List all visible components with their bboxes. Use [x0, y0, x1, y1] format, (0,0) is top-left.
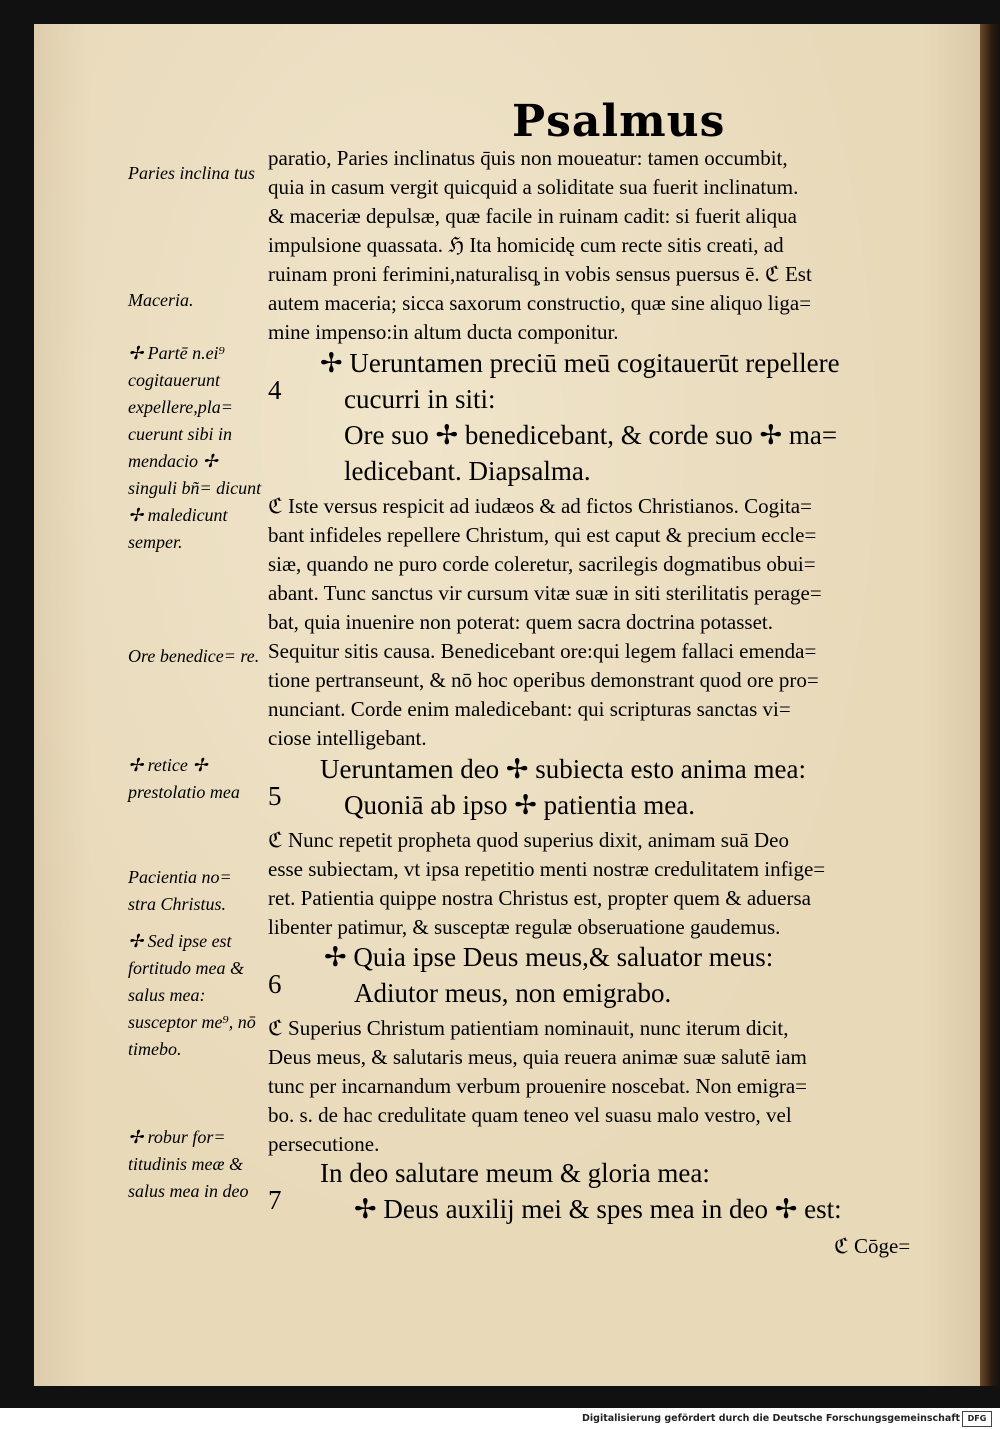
dfg-logo: DFG: [962, 1411, 992, 1427]
psalm-verse-line: ledicebant. Diapsalma.: [344, 456, 591, 486]
text-line: siæ, quando ne puro corde coleretur, sacrilegis dogmatibus obui=: [268, 552, 816, 576]
text-line: bant infideles repellere Christum, qui est caput & precium eccle=: [268, 523, 817, 547]
text-line: bo. s. de hac credulitate quam teneo vel suasu malo vestro, vel: [268, 1103, 792, 1127]
text-line: persecutione.: [268, 1132, 380, 1156]
text-line: autem maceria; sicca saxorum constructio, quæ sine aliquo liga=: [268, 291, 812, 315]
verse-number: 5: [268, 781, 282, 811]
psalm-verse-line: Ueruntamen deo ✢ subiecta esto anima mea:: [320, 754, 806, 784]
text-line: Deus meus, & salutaris meus, quia reuera animæ suæ salutē iam: [268, 1045, 807, 1069]
psalm-verse-line: Ore suo ✢ benedicebant, & corde suo ✢ ma=: [344, 420, 838, 450]
text-line: ret. Patientia quippe nostra Christus est, propter quem & aduersa: [268, 886, 811, 910]
digitization-footer: [0, 1408, 1000, 1429]
margin-gloss: Pacientia no= stra Christus.: [128, 867, 232, 914]
funding-credit: Digitalisierung gefördert durch die Deutsche Forschungsgemeinschaft: [582, 1413, 960, 1424]
text-line: ciose intelligebant.: [268, 726, 427, 750]
margin-gloss: Paries inclina tus: [128, 163, 255, 183]
text-line: paratio, Paries inclinatus q̄uis non moueatur: tamen occumbit,: [268, 146, 788, 170]
text-line: quia in casum vergit quicquid a soliditate sua fuerit inclinatum.: [268, 175, 799, 199]
text-line: ℭ Iste versus respicit ad iudæos & ad fictos Christianos. Cogita=: [268, 494, 812, 518]
text-line: libenter patimur, & susceptæ regulæ obseruatione gaudemus.: [268, 915, 781, 939]
text-line: tione pertranseunt, & nō hoc operibus demonstrant quod ore pro=: [268, 668, 819, 692]
margin-gloss: Ore benedice= re.: [128, 646, 260, 666]
psalm-verse-line: cucurri in siti:: [344, 384, 496, 414]
text-line: Sequitur sitis causa. Benedicebant ore:qui legem fallaci emenda=: [268, 639, 817, 663]
text-line: impulsione quassata. ℌ Ita homicidę cum recte sitis creati, ad: [268, 233, 784, 257]
psalm-verse-line: Adiutor meus, non emigrabo.: [354, 978, 672, 1008]
text-line: bat, quia inuenire non poterat: quem sacra doctrina potasset.: [268, 610, 773, 634]
margin-gloss: ✢ Partē n.ei⁹ cogitauerunt expellere,pla= cuerunt sibi in mendacio ✢ singuli bñ= dicunt ✢ maledicunt semper.: [128, 343, 262, 552]
verse-number: 4: [268, 375, 282, 405]
text-line: mine impenso:in altum ducta componitur.: [268, 320, 619, 344]
text-line: ruinam proni ferimini,naturalisq̧ in vobis sensus puersus ē. ℭ Est: [268, 262, 812, 286]
text-line: ℭ Nunc repetit propheta quod superius dixit, animam suā Deo: [268, 828, 789, 852]
psalm-verse-line: Quoniā ab ipso ✢ patientia mea.: [344, 790, 696, 820]
text-line: nunciant. Corde enim maledicebant: qui scripturas sanctas vi=: [268, 697, 791, 721]
catchword: ℭ Cōge=: [834, 1234, 911, 1258]
running-head: Psalmus: [512, 96, 726, 147]
psalm-verse-line: In deo salutare meum & gloria mea:: [320, 1158, 710, 1188]
margin-gloss: ✢ Sed ipse est fortitudo mea & salus mea: susceptor me⁹, nō timebo.: [128, 931, 256, 1059]
verse-number: 7: [268, 1185, 282, 1215]
text-line: esse subiectam, vt ipsa repetitio menti nostræ credulitatem infige=: [268, 857, 826, 881]
text-line: ℭ Superius Christum patientiam nominauit, nunc iterum dicit,: [268, 1016, 789, 1040]
margin-gloss: ✢ robur for= titudinis meæ & salus mea in deo: [128, 1127, 249, 1201]
margin-gloss: Maceria.: [128, 290, 194, 310]
psalm-verse-line: ✢ Quia ipse Deus meus,& saluator meus:: [324, 942, 774, 972]
psalm-verse-line: ✢ Ueruntamen preciū meū cogitauerūt repellere: [320, 348, 840, 378]
text-line: tunc per incarnandum verbum prouenire noscebat. Non emigra=: [268, 1074, 807, 1098]
page-edge-shadow: [980, 24, 1000, 1386]
psalm-verse-line: ✢ Deus auxilij mei & spes mea in deo ✢ est:: [354, 1194, 842, 1224]
margin-gloss: ✢ retice ✢ prestolatio mea: [128, 755, 240, 802]
text-line: abant. Tunc sanctus vir cursum vitæ suæ in siti sterilitatis perage=: [268, 581, 822, 605]
text-line: & maceriæ depulsæ, quæ facile in ruinam cadit: si fuerit aliqua: [268, 204, 797, 228]
verse-number: 6: [268, 969, 282, 999]
